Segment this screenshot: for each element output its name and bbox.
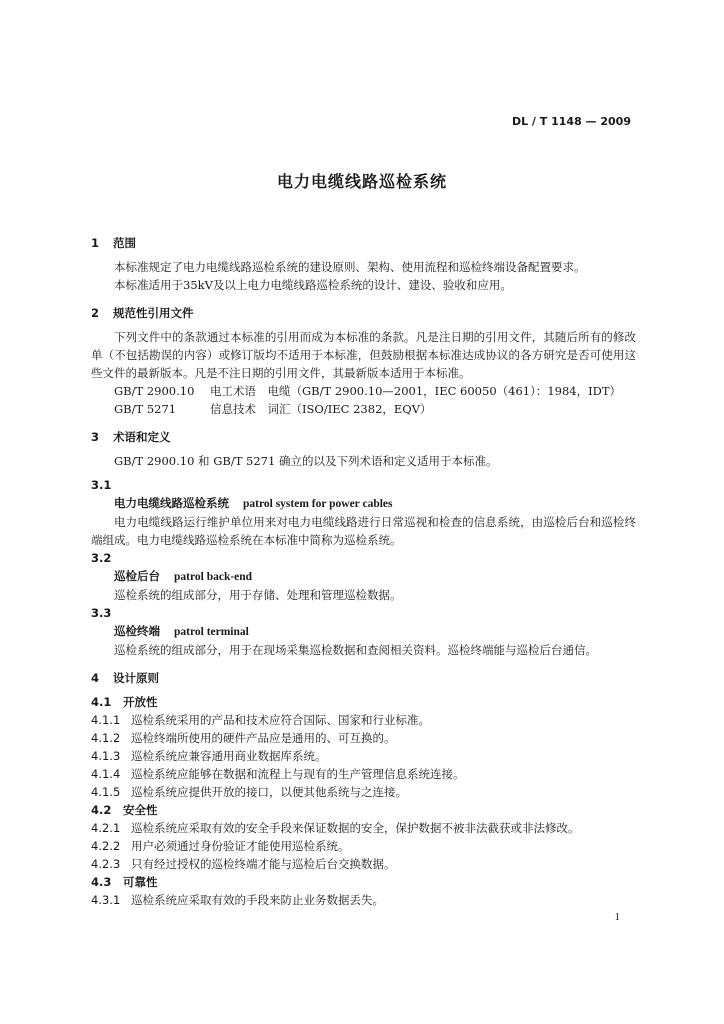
- subsection-heading: 4.1 开放性: [91, 695, 158, 709]
- clause-item: 4.1.2 巡检终端所使用的硬件产品应是通用的、可互换的。: [91, 731, 396, 745]
- term-title: 巡检后台 patrol back-end: [114, 569, 253, 583]
- section-heading-1: 1 范围: [91, 236, 136, 250]
- clause-item: 4.2.1 巡检系统应采取有效的安全手段来保证数据的安全，保护数据不被非法截获或非法修改。: [91, 821, 580, 835]
- paragraph: GB/T 2900.10 和 GB/T 5271 确立的以及下列术语和定义适用于本标准。: [114, 454, 498, 468]
- reference-item: GB/T 5271 信息技术 词汇（ISO/IEC 2382，EQV）: [114, 402, 432, 416]
- term-definition: 巡检系统的组成部分，用于存储、处理和管理巡检数据。: [114, 588, 402, 602]
- section-heading-3: 3 术语和定义: [91, 430, 171, 444]
- term-title: 巡检终端 patrol terminal: [114, 624, 249, 638]
- page-number: 1: [614, 911, 620, 923]
- clause-item: 4.1.1 巡检系统采用的产品和技术应符合国际、国家和行业标准。: [91, 713, 430, 727]
- section-heading-4: 4 设计原则: [91, 671, 159, 685]
- term-definition: 电力电缆线路运行维护单位用来对电力电缆线路进行日常巡视和检查的信息系统，由巡检后台和巡检终端组成。电力电缆线路巡检系统在本标准中简称为巡检系统。: [91, 515, 636, 547]
- term-title: 电力电缆线路巡检系统 patrol system for power cables: [114, 496, 393, 510]
- term-definition: 巡检系统的组成部分，用于在现场采集巡检数据和查阅相关资料。巡检终端能与巡检后台通信。: [114, 643, 597, 657]
- document-title: 电力电缆线路巡检系统: [276, 172, 447, 191]
- clause-item: 4.2.2 用户必须通过身份验证才能使用巡检系统。: [91, 839, 350, 853]
- paragraph: 本标准规定了电力电缆线路巡检系统的建设原则、架构、使用流程和巡检终端设备配置要求。: [114, 260, 586, 274]
- reference-item: GB/T 2900.10 电工术语 电缆（GB/T 2900.10—2001，IEC 60050（461）：1984，IDT）: [114, 384, 622, 398]
- paragraph: 下列文件中的条款通过本标准的引用而成为本标准的条款。凡是注日期的引用文件，其随后所有的修改单（不包括勘误的内容）或修订版均不适用于本标准，但鼓励根据本标准达成协议的各方研究是否可使用这些文件的最新版本。凡是不注日期的引用文件，其最新版本适用于本标准。: [91, 330, 636, 380]
- section-heading-2: 2 规范性引用文件: [91, 306, 194, 320]
- clause-item: 4.2.3 只有经过授权的巡检终端才能与巡检后台交换数据。: [91, 857, 396, 871]
- clause-item: 4.1.5 巡检系统应提供开放的接口，以便其他系统与之连接。: [91, 785, 407, 799]
- clause-item: 4.3.1 巡检系统应采取有效的手段来防止业务数据丢失。: [91, 893, 384, 907]
- term-number: 3.1: [91, 478, 112, 492]
- clause-item: 4.1.4 巡检系统应能够在数据和流程上与现有的生产管理信息系统连接。: [91, 767, 465, 781]
- term-number: 3.3: [91, 606, 112, 620]
- paragraph: 本标准适用于35kV及以上电力电缆线路巡检系统的设计、建设、验收和应用。: [114, 278, 512, 292]
- standard-code: DL / T 1148 — 2009: [511, 115, 631, 128]
- subsection-heading: 4.2 安全性: [91, 803, 158, 817]
- document-body: [91, 234, 636, 909]
- clause-item: 4.1.3 巡检系统应兼容通用商业数据库系统。: [91, 749, 327, 763]
- term-number: 3.2: [91, 551, 112, 565]
- subsection-heading: 4.3 可靠性: [91, 875, 158, 889]
